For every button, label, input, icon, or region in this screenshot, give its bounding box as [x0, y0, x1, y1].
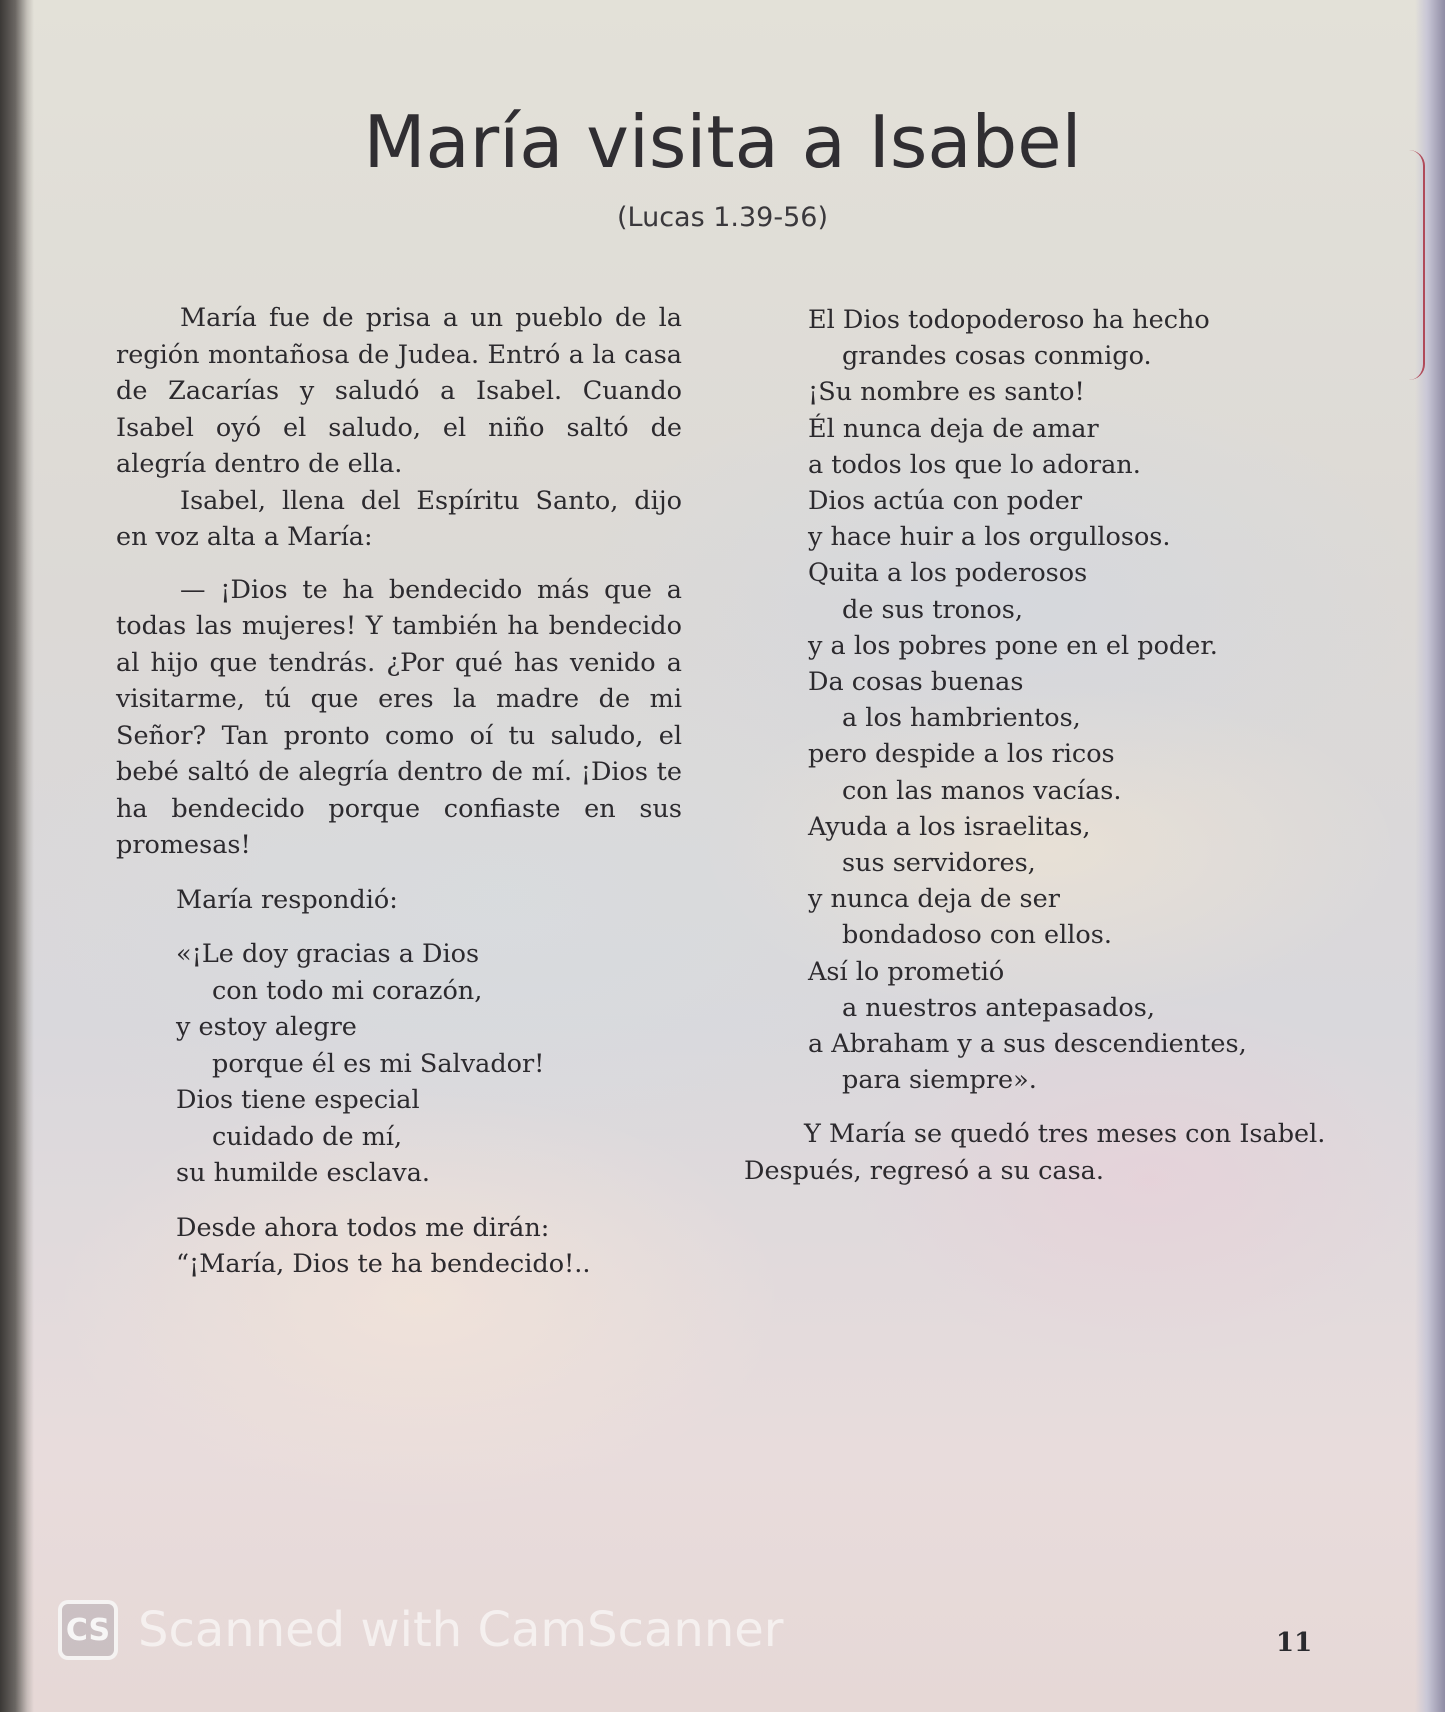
verse-stanza-1 — [116, 936, 682, 1192]
verse-line: pero despide a los ricos — [808, 739, 1115, 770]
left-column — [116, 300, 682, 1283]
verse-line: a todos los que lo adoran. — [808, 449, 1141, 480]
verse-line: con todo mi corazón, — [212, 975, 483, 1006]
verse-line: “¡María, Dios te ha bendecido!.. — [176, 1249, 591, 1279]
verse-line: a nuestros antepasados, — [842, 992, 1155, 1023]
paragraph-2: Isabel, llena del Espíritu Santo, dijo en voz alta a María: — [116, 485, 682, 552]
verse-line: a los hambrientos, — [842, 703, 1081, 734]
verse-line: sus servidores, — [842, 848, 1036, 879]
closing-line: Después, regresó a su casa. — [744, 1156, 1104, 1186]
verse-line: para siempre». — [842, 1065, 1037, 1096]
verse-line: Desde ahora todos me dirán: — [176, 1212, 550, 1243]
verse-line: «¡Le doy gracias a Dios — [176, 939, 480, 969]
camscanner-logo-icon: CS — [58, 1600, 118, 1660]
verse-line: Así lo prometió — [808, 956, 1005, 987]
pen-mark — [1409, 150, 1425, 380]
verse-line: de sus tronos, — [842, 594, 1023, 625]
verse-line: ¡Su nombre es santo! — [808, 377, 1085, 408]
verse-line: cuidado de mí, — [212, 1121, 403, 1152]
verse-line: El Dios todopoderoso ha hecho — [808, 305, 1210, 335]
verse-line: Dios actúa con poder — [808, 486, 1083, 517]
verse-line: y nunca deja de ser — [808, 884, 1060, 915]
verse-line: Da cosas buenas — [808, 667, 1024, 698]
verse-line: y estoy alegre — [176, 1012, 357, 1042]
verse-line: Quita a los poderosos — [808, 558, 1088, 589]
book-binding-shadow — [0, 0, 34, 1712]
verse-line: porque él es mi Salvador! — [212, 1048, 545, 1079]
page-title: María visita a Isabel — [363, 100, 1082, 184]
verse-line: Él nunca deja de amar — [808, 413, 1099, 444]
camscanner-watermark — [58, 1598, 784, 1662]
right-column — [808, 302, 1328, 1098]
verse-line: y hace huir a los orgullosos. — [808, 522, 1171, 553]
watermark-text: Scanned with CamScanner — [138, 1602, 784, 1658]
bible-reference: (Lucas 1.39-56) — [616, 202, 828, 233]
closing-paragraph — [744, 1116, 1324, 1190]
page-number: 11 — [1276, 1628, 1313, 1658]
closing-line: Y María se quedó tres meses con Isabel. — [804, 1119, 1326, 1149]
verse-line: Ayuda a los israelitas, — [808, 811, 1091, 842]
verse-line: su humilde esclava. — [176, 1158, 431, 1188]
verse-line: grandes cosas conmigo. — [842, 341, 1152, 372]
verse-stanza-2 — [116, 1210, 682, 1283]
verse-line: Dios tiene especial — [176, 1085, 420, 1115]
paragraph-1: María fue de prisa a un pueblo de la región montañosa de Judea. Entró a la casa de Zacarías y saludó a Isabel. Cuando Isabel oyó el saludo, el niño saltó de alegría dentro de ella. — [116, 303, 682, 479]
verse-line: bondadoso con ellos. — [842, 920, 1112, 951]
verse-line: a Abraham y a sus descendientes, — [808, 1029, 1247, 1060]
response-intro: María respondió: — [176, 884, 398, 915]
paragraph-3: — ¡Dios te ha bendecido más que a todas las mujeres! Y también ha bendecido al hijo que tendrás. ¿Por qué has venido a visitarme, tú que eres la madre de mi Señor? Tan pronto como oí tu saludo, el bebé saltó de alegría dentro de mí. ¡Dios te ha bendecido porque confiaste en sus promesas! — [116, 574, 682, 860]
verse-line: y a los pobres pone en el poder. — [808, 630, 1218, 661]
verse-line: con las manos vacías. — [842, 775, 1122, 806]
